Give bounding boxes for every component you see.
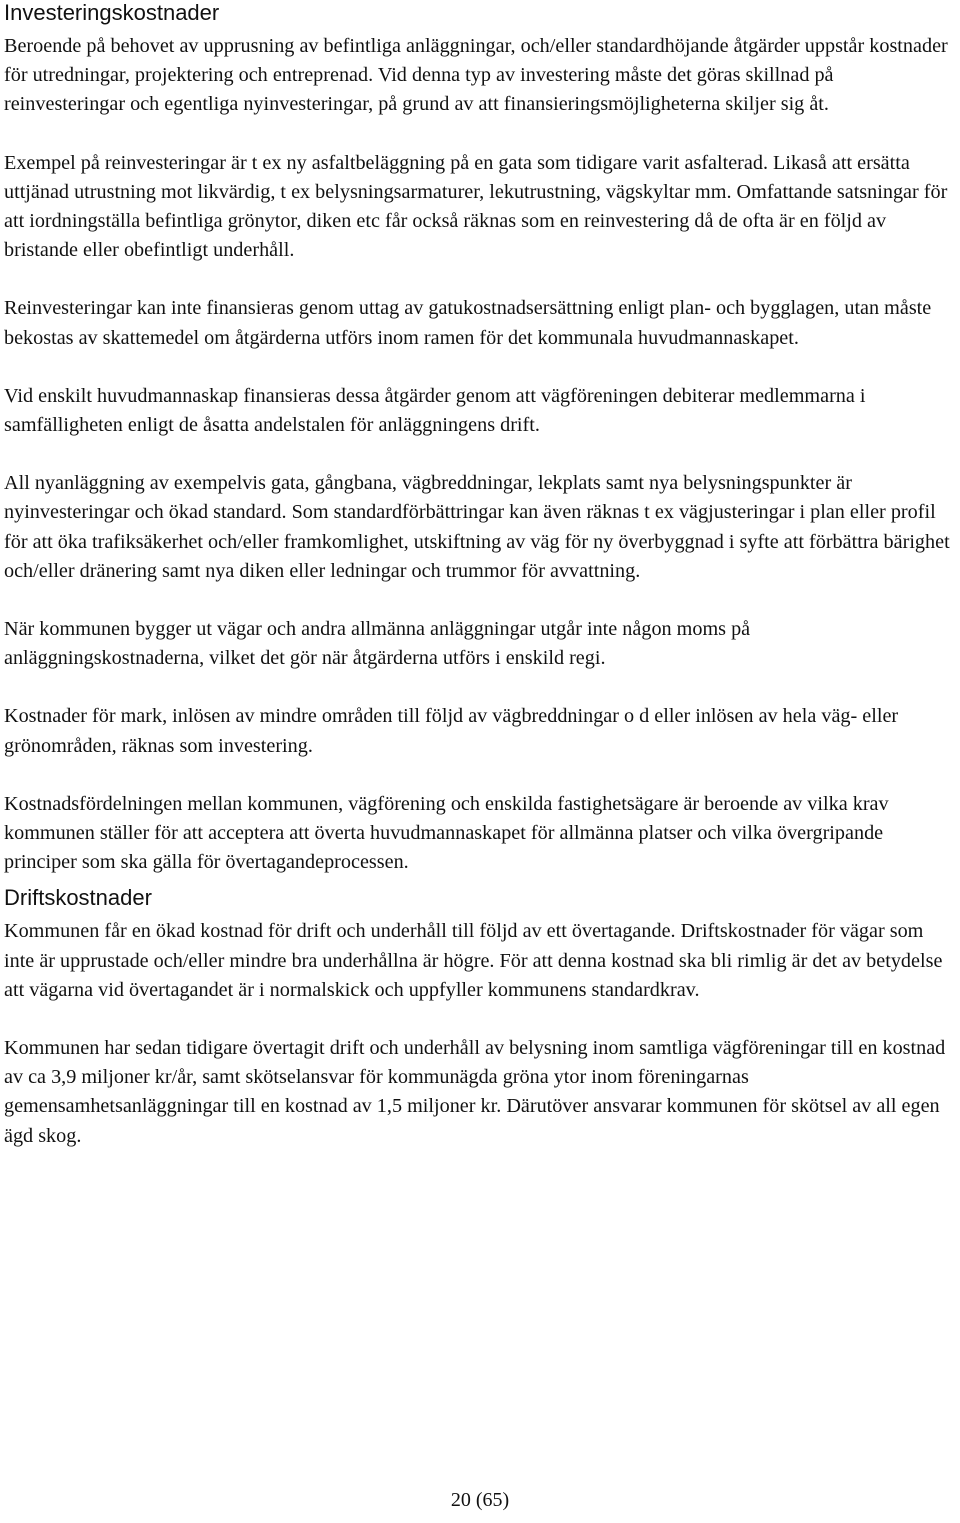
paragraph: Kommunen har sedan tidigare övertagit drift och underhåll av belysning inom samtliga vägföreningar till en kostnad av ca 3,9 miljoner kr/år, samt skötselansvar för kommunägda gröna ytor inom föreningarnas gemensamhetsanläggningar till en kostnad av 1,5 miljoner kr. Därutöver ansvarar kommunen för skötsel av all egen ägd skog. [4, 1037, 946, 1147]
paragraph: All nyanläggning av exempelvis gata, gångbana, vägbreddningar, lekplats samt nya belysningspunkter är nyinvesteringar och ökad standard. Som standardförbättringar kan även räknas t ex vägjusteringar i plan eller profil för att öka trafiksäkerhet och/eller framkomlighet, utskiftning av väg för ny överbyggnad i syfte att förbättra bärighet och/eller dränering samt nya diken eller ledningar och trummor för avvattning. [4, 472, 950, 582]
document-page [4, 0, 954, 1151]
paragraph: Kommunen får en ökad kostnad för drift och underhåll till följd av ett övertagande. Driftskostnader för vägar som inte är upprustade och/eller mindre bra underhållna är högre. För att denna kostnad ska bli rimlig är det av betydelse att vägarna vid övertagandet är i normalskick och uppfyller kommunens standardkrav. [4, 920, 943, 1001]
paragraph: Kostnadsfördelningen mellan kommunen, vägförening och enskilda fastighetsägare är beroende av vilka krav kommunen ställer för att acceptera att överta huvudmannaskapet för allmänna platser och vilka övergripande principer som ska gälla för övertagandeprocessen. [4, 792, 889, 874]
paragraph: Beroende på behovet av upprusning av befintliga anläggningar, och/eller standardhöjande åtgärder uppstår kostnader för utredningar, projektering och entreprenad. Vid denna typ av investering måste det göras skillnad på reinvesteringar och egentliga nyinvesteringar, på grund av att finansieringsmöjligheterna skiljer sig åt. [4, 35, 948, 116]
paragraph: Reinvesteringar kan inte finansieras genom uttag av gatukostnadsersättning enligt plan- och bygglagen, utan måste bekostas av skattemedel om åtgärderna utförs inom ramen för det kommunala huvudmannaskapet. [4, 297, 932, 349]
paragraph: När kommunen bygger ut vägar och andra allmänna anläggningar utgår inte någon moms på anläggningskostnaderna, vilket det gör när åtgärderna utförs i enskild regi. [4, 618, 751, 670]
paragraph: Vid enskilt huvudmannaskap finansieras dessa åtgärder genom att vägföreningen debiterar medlemmarna i samfälligheten enligt de åsatta andelstalen för anläggningens drift. [4, 384, 866, 437]
section-heading-investeringskostnader: Investeringskostnader [4, 0, 220, 25]
paragraph: Exempel på reinvesteringar är t ex ny asfaltbeläggning på en gata som tidigare varit asfalterad. Likaså att ersätta uttjänad utrustning mot likvärdig, t ex belysningsarmaturer, lekutrustning, vägskyltar mm. Omfattande satsningar för att iordningställa befintliga grönytor, diken etc får också räknas som en reinvestering då de ofta är en följd av bristande eller obefintligt underhåll. [4, 151, 948, 262]
section-heading-driftskostnader: Driftskostnader [4, 885, 152, 911]
paragraph: Kostnader för mark, inlösen av mindre områden till följd av vägbreddningar o d eller inlösen av hela väg- eller grönområden, räknas som investering. [4, 705, 899, 757]
page-number: 20 (65) [450, 1489, 510, 1511]
